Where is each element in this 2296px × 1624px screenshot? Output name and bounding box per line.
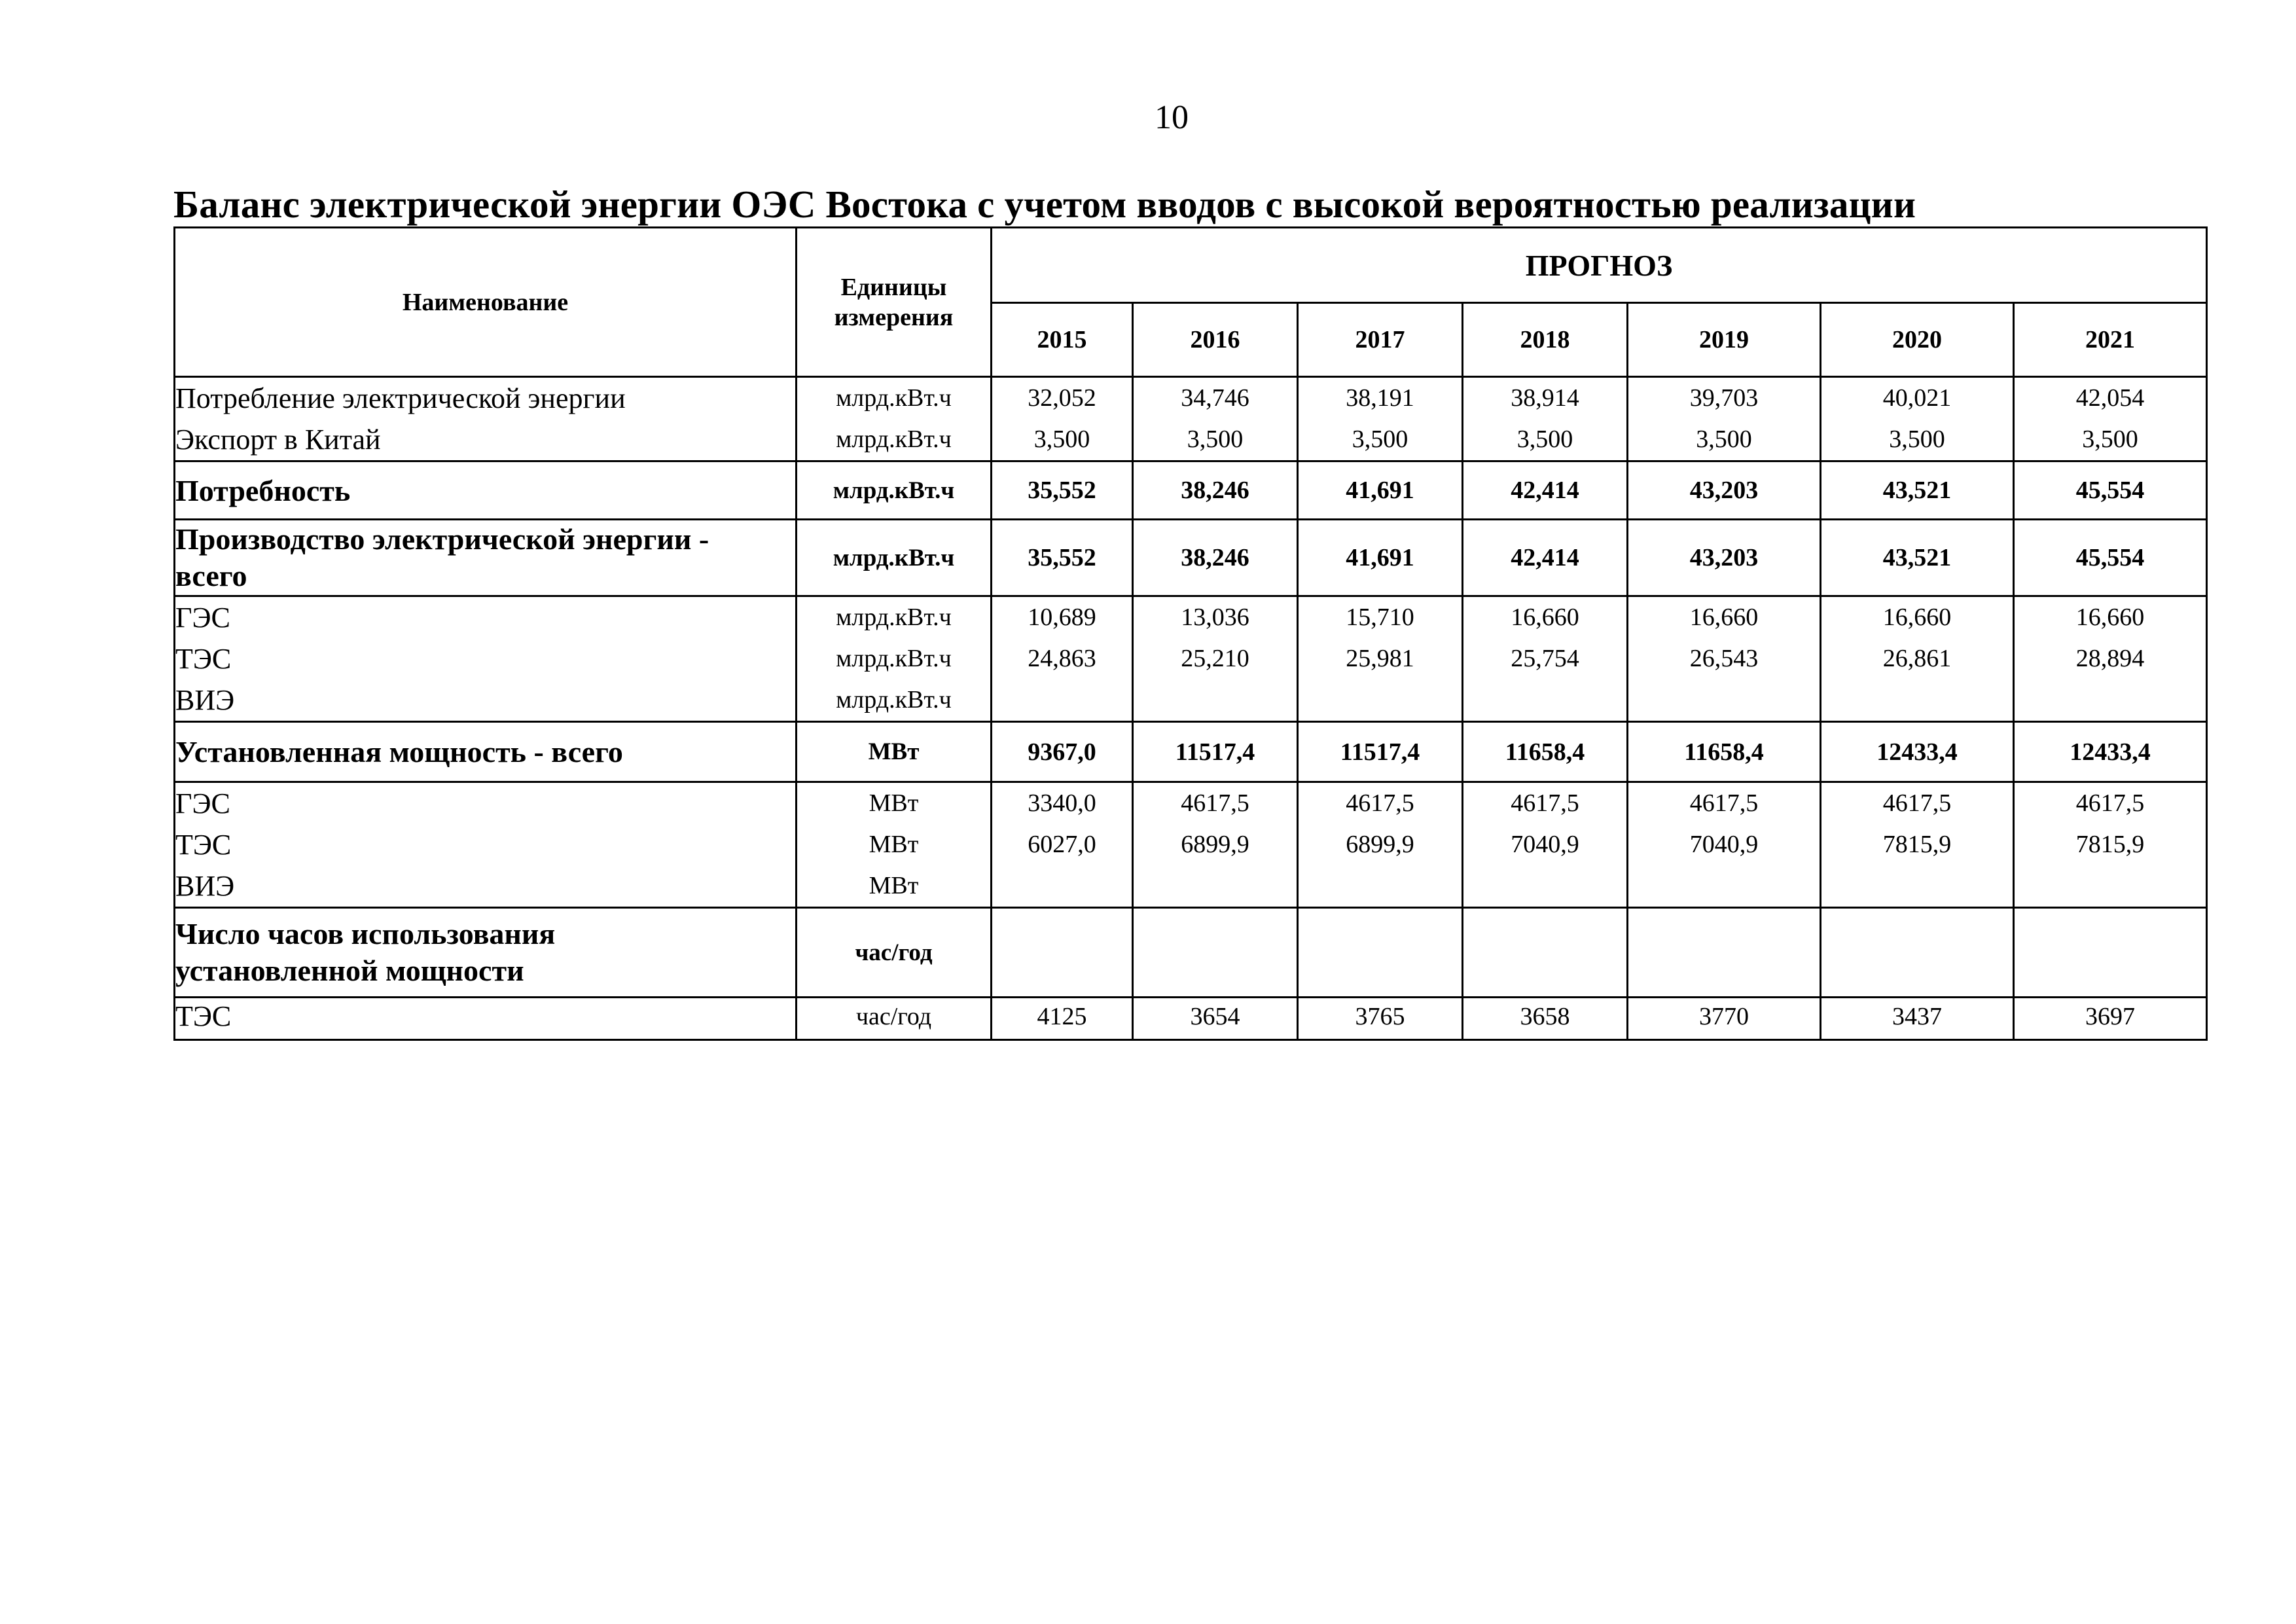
value-text: 3654: [1190, 1003, 1240, 1030]
unit-cell: млрд.кВт.ч: [836, 645, 952, 672]
value-cell: 38,246: [1133, 461, 1298, 520]
row-name-vie: ВИЭ: [175, 870, 235, 902]
value-cell: [2014, 908, 2207, 998]
energy-balance-table: [173, 226, 2208, 1041]
row-name-ges: ГЭС: [175, 602, 230, 634]
row-name-tes: ТЭС: [175, 643, 232, 675]
value-cell: 40,021: [1882, 384, 1952, 412]
value-column: [1463, 596, 1628, 722]
value-cell: [1628, 865, 1820, 907]
header-year: 2017: [1298, 303, 1463, 377]
row-names: [175, 596, 797, 722]
row-name-line: установленной мощности: [175, 954, 524, 987]
value-cell: [1463, 865, 1626, 907]
table-row-consumption-group: [175, 377, 2207, 461]
value-cell: 6899,9: [1181, 831, 1249, 858]
value-column: [992, 377, 1133, 461]
value-cell: 39,703: [1689, 384, 1759, 412]
table-row-hours: [175, 908, 2207, 998]
value-cell: 45,554: [2014, 520, 2207, 596]
value-cell: 7815,9: [2075, 831, 2145, 858]
value-cell: [1628, 908, 1821, 998]
unit-text: час/год: [855, 1003, 932, 1030]
table-row-need: [175, 461, 2207, 520]
row-name-export: Экспорт в Китай: [175, 424, 381, 456]
value-cell: 42,414: [1463, 520, 1628, 596]
unit-cell: млрд.кВт.ч: [797, 520, 992, 596]
table-row-production-total: [175, 520, 2207, 596]
row-name-installed: Установленная мощность - всего: [175, 722, 797, 782]
table-row-production-breakdown: [175, 596, 2207, 722]
header-year: 2016: [1133, 303, 1298, 377]
value-cell: 3,500: [1352, 425, 1408, 453]
value-cell: 9367,0: [992, 722, 1133, 782]
value-column: [1298, 596, 1463, 722]
value-cell: 43,521: [1821, 461, 2014, 520]
value-cell: 12433,4: [1821, 722, 2014, 782]
value-cell: 25,754: [1511, 645, 1579, 672]
value-cell: 12433,4: [2014, 722, 2207, 782]
value-cell: [1298, 908, 1463, 998]
value-column: [992, 782, 1133, 908]
value-cell: 3,500: [1516, 425, 1573, 453]
unit-cell: млрд.кВт.ч: [797, 461, 992, 520]
header-year: 2015: [992, 303, 1133, 377]
unit-cell: млрд.кВт.ч: [836, 686, 952, 713]
row-units: [797, 782, 992, 908]
value-cell: [1463, 998, 1628, 1040]
header-year: 2021: [2014, 303, 2207, 377]
value-cell: 38,914: [1511, 384, 1579, 412]
value-cell: 4617,5: [1181, 789, 1249, 817]
value-cell: 3,500: [1033, 425, 1090, 453]
unit-cell: млрд.кВт.ч: [836, 604, 952, 631]
value-cell: [992, 908, 1133, 998]
value-cell: [1628, 998, 1821, 1040]
header-year: 2019: [1628, 303, 1821, 377]
value-cell: [992, 998, 1133, 1040]
value-cell: 26,861: [1882, 645, 1952, 672]
row-names: [175, 377, 797, 461]
value-column: [1628, 596, 1821, 722]
value-cell: 38,191: [1346, 384, 1414, 412]
value-cell: 6899,9: [1346, 831, 1414, 858]
value-cell: 16,660: [1882, 604, 1952, 631]
value-column: [1821, 377, 2014, 461]
value-cell: 38,246: [1133, 520, 1298, 596]
value-cell: [1134, 865, 1297, 907]
value-text: 3765: [1355, 1003, 1405, 1030]
value-cell: [2014, 998, 2207, 1040]
value-cell: [1133, 998, 1298, 1040]
table-row-installed-total: [175, 722, 2207, 782]
table-row-installed-breakdown: [175, 782, 2207, 908]
value-cell: 28,894: [2075, 645, 2145, 672]
value-column: [2014, 377, 2207, 461]
value-text: 3658: [1520, 1003, 1570, 1030]
row-name-line: Производство электрической энергии -: [175, 522, 709, 556]
header-unit: Единицы измерения: [797, 228, 992, 377]
value-cell: 15,710: [1346, 604, 1414, 631]
value-cell: [1463, 679, 1626, 721]
document-title: Баланс электрической энергии ОЭС Востока с учетом вводов с высокой вероятностью реализации: [173, 183, 1916, 226]
value-cell: 4617,5: [1346, 789, 1414, 817]
unit-cell: млрд.кВт.ч: [836, 425, 952, 453]
unit-cell: час/год: [797, 908, 992, 998]
value-cell: 43,203: [1628, 520, 1821, 596]
value-cell: [1299, 865, 1462, 907]
value-cell: 10,689: [1028, 604, 1096, 631]
value-text: 3697: [2085, 1003, 2135, 1030]
value-cell: [1628, 679, 1820, 721]
header-year: 2018: [1463, 303, 1628, 377]
value-cell: 7815,9: [1882, 831, 1952, 858]
value-cell: 41,691: [1298, 520, 1463, 596]
value-cell: 11658,4: [1628, 722, 1821, 782]
row-name-hours: [175, 908, 797, 998]
header-name: Наименование: [175, 228, 797, 377]
row-name-consumption: Потребление электрической энергии: [175, 382, 626, 414]
value-cell: [1821, 908, 2014, 998]
value-column: [1628, 377, 1821, 461]
table-row-hours-tes: [175, 998, 2207, 1040]
value-cell: 41,691: [1298, 461, 1463, 520]
value-cell: 43,203: [1628, 461, 1821, 520]
value-cell: 3340,0: [1028, 789, 1096, 817]
value-column: [1298, 377, 1463, 461]
value-cell: 26,543: [1689, 645, 1759, 672]
row-names: [175, 782, 797, 908]
value-cell: 11658,4: [1463, 722, 1628, 782]
value-cell: [992, 679, 1132, 721]
value-cell: [1298, 998, 1463, 1040]
value-cell: 4617,5: [1511, 789, 1579, 817]
value-cell: 13,036: [1181, 604, 1249, 631]
row-units: [797, 596, 992, 722]
row-name-line: Число часов использования: [175, 917, 556, 950]
value-column: [1463, 782, 1628, 908]
value-cell: 4617,5: [2075, 789, 2145, 817]
value-column: [1298, 782, 1463, 908]
value-cell: [1463, 908, 1628, 998]
value-cell: [2015, 865, 2206, 907]
value-cell: 35,552: [992, 461, 1133, 520]
unit-cell: [797, 998, 992, 1040]
value-cell: 4617,5: [1689, 789, 1759, 817]
value-cell: 34,746: [1181, 384, 1249, 412]
value-cell: 16,660: [2075, 604, 2145, 631]
value-column: [1133, 782, 1298, 908]
value-column: [1133, 596, 1298, 722]
value-cell: [1133, 908, 1298, 998]
value-cell: [2015, 679, 2206, 721]
value-column: [992, 596, 1133, 722]
unit-cell: МВт: [869, 831, 919, 858]
value-column: [1821, 782, 2014, 908]
value-cell: 3,500: [1696, 425, 1752, 453]
value-text: 4125: [1037, 1003, 1087, 1030]
header-forecast: ПРОГНОЗ: [992, 228, 2207, 303]
value-cell: 11517,4: [1133, 722, 1298, 782]
value-cell: 3,500: [2082, 425, 2138, 453]
value-cell: 6027,0: [1028, 831, 1096, 858]
value-cell: 4617,5: [1882, 789, 1952, 817]
value-cell: 42,414: [1463, 461, 1628, 520]
value-cell: 11517,4: [1298, 722, 1463, 782]
row-name-ges: ГЭС: [175, 787, 230, 820]
row-name-need: Потребность: [175, 461, 797, 520]
value-column: [1133, 377, 1298, 461]
value-cell: 25,210: [1181, 645, 1249, 672]
page-number: 10: [1155, 99, 1189, 136]
value-column: [2014, 596, 2207, 722]
value-cell: 7040,9: [1689, 831, 1759, 858]
value-column: [1463, 377, 1628, 461]
value-cell: 35,552: [992, 520, 1133, 596]
value-cell: [1821, 998, 2014, 1040]
value-cell: [1821, 865, 2013, 907]
value-cell: [1299, 679, 1462, 721]
row-name-tes: ТЭС: [175, 829, 232, 861]
value-cell: 24,863: [1028, 645, 1096, 672]
value-cell: 45,554: [2014, 461, 2207, 520]
value-cell: 7040,9: [1511, 831, 1579, 858]
value-cell: 3,500: [1187, 425, 1244, 453]
value-cell: 16,660: [1511, 604, 1579, 631]
value-text: 3770: [1699, 1003, 1749, 1030]
value-column: [1628, 782, 1821, 908]
unit-cell: МВт: [869, 789, 919, 817]
row-name-tes: [175, 998, 797, 1040]
value-cell: 32,052: [1028, 384, 1096, 412]
unit-cell: МВт: [797, 722, 992, 782]
header-year: 2020: [1821, 303, 2014, 377]
value-cell: 16,660: [1689, 604, 1759, 631]
row-units: [797, 377, 992, 461]
row-name-production: [175, 520, 797, 596]
unit-cell: млрд.кВт.ч: [836, 384, 952, 412]
value-column: [1821, 596, 2014, 722]
value-cell: 3,500: [1889, 425, 1945, 453]
value-cell: 25,981: [1346, 645, 1414, 672]
value-cell: [1134, 679, 1297, 721]
row-name-vie: ВИЭ: [175, 684, 235, 716]
value-cell: [1821, 679, 2013, 721]
row-name-line: всего: [175, 559, 247, 592]
row-name-text: ТЭС: [175, 1000, 232, 1032]
value-cell: [992, 865, 1132, 907]
unit-cell: МВт: [869, 872, 919, 899]
value-cell: 42,054: [2075, 384, 2145, 412]
value-text: 3437: [1892, 1003, 1942, 1030]
value-cell: 43,521: [1821, 520, 2014, 596]
value-column: [2014, 782, 2207, 908]
